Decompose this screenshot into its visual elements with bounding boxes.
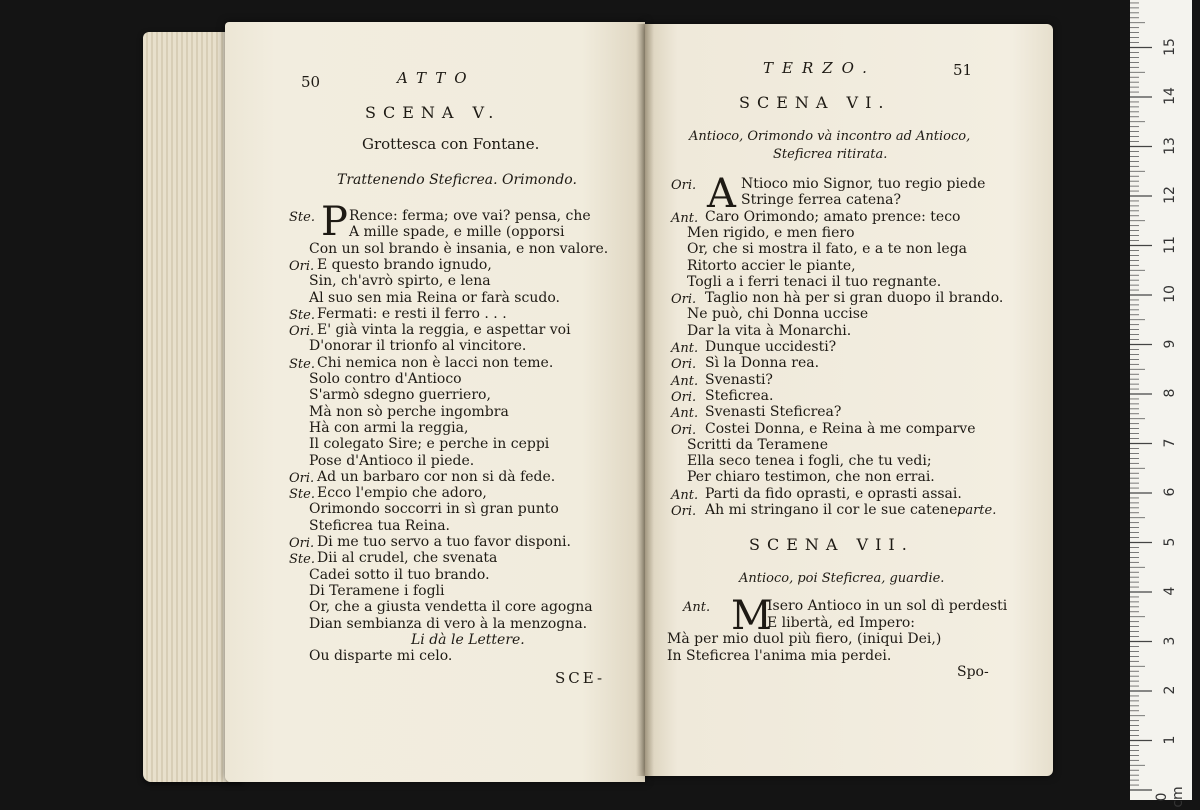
verse-line: Ntioco mio Signor, tuo regio piede xyxy=(741,176,986,192)
measuring-ruler xyxy=(1130,0,1192,808)
ruler-label: 0 cm xyxy=(1154,786,1186,808)
verse-line: D'onorar il trionfo al vincitore. xyxy=(309,338,527,355)
verse-line: Chi nemica non è lacci non teme. xyxy=(317,354,554,371)
speaker-label: Ori. xyxy=(671,178,697,193)
ruler-label: 1 xyxy=(1162,735,1178,744)
right-running-head: TERZO. xyxy=(763,59,876,77)
verse-line: Fermati: e resti il ferro . . . xyxy=(317,305,507,322)
verse-line: Pose d'Antioco il piede. xyxy=(309,452,475,469)
ruler-label: 4 xyxy=(1162,586,1178,596)
verse-line: Or, che a giusta vendetta il core agogna xyxy=(309,599,593,616)
verse-line: Caro Orimondo; amato prence: teco xyxy=(705,208,961,225)
speaker-label: Ori. xyxy=(671,357,697,373)
verse-line: Per chiaro testimon, che non errai. xyxy=(687,469,935,486)
verse-line: Svenasti? xyxy=(705,371,773,388)
left-page xyxy=(225,22,645,782)
speaker-label: Ant. xyxy=(671,210,699,226)
speaker-label: Ori. xyxy=(671,422,697,438)
verse-line: Dii al crudel, che svenata xyxy=(317,550,498,567)
verse-line: E questo brando ignudo, xyxy=(317,256,492,273)
ruler-label: 13 xyxy=(1162,136,1178,155)
speaker-label: Ori. xyxy=(671,389,697,405)
verse-line: Hà con armi la reggia, xyxy=(309,419,469,436)
ruler-label: 11 xyxy=(1162,235,1178,254)
speaker-label: Ant. xyxy=(671,406,699,422)
speaker-label: Ori. xyxy=(671,292,697,308)
verse-line: Orimondo soccorri in sì gran punto xyxy=(309,501,559,518)
verse-line: Sin, ch'avrò spirto, e lena xyxy=(309,273,491,290)
verse-line: Sì la Donna rea. xyxy=(705,355,820,372)
verse-line: In Steficrea l'anima mia perdei. xyxy=(667,647,892,664)
verse-line: Solo contro d'Antioco xyxy=(309,371,462,387)
right-dropcap-2: M xyxy=(731,593,772,639)
verse-line: Mà non sò perche ingombra xyxy=(309,403,509,420)
verse-line: E' già vinta la reggia, e aspettar voi xyxy=(317,322,571,339)
speaker-label: Ant. xyxy=(671,373,699,389)
verse-line: Isero Antioco in un sol dì perdesti xyxy=(767,598,1008,614)
verse-line: Ou disparte mi celo. xyxy=(309,648,453,665)
verse-line: Ne può, chi Donna uccise xyxy=(687,306,869,323)
verse-line: Scritti da Teramene xyxy=(687,436,828,453)
left-catchword: SCE- xyxy=(555,669,606,687)
right-scene-title: SCENA VI. xyxy=(739,93,891,112)
left-subtitle: Grottesca con Fontane. xyxy=(362,135,540,153)
verse-line: Ad un barbaro cor non si dà fede. xyxy=(317,468,556,485)
ruler-label: 7 xyxy=(1162,438,1178,447)
verse-line: Dunque uccidesti? xyxy=(705,339,837,355)
verse-line: Taglio non hà per si gran duopo il brando. xyxy=(705,290,1004,307)
speaker-label: Ori. xyxy=(289,470,315,486)
ruler-label: 6 xyxy=(1162,487,1178,497)
verse-line: Mà per mio duol più fiero, (iniqui Dei,) xyxy=(667,631,942,647)
right-subtitle-3: Antioco, poi Steficrea, guardie. xyxy=(739,571,945,586)
speaker-label: Ori. xyxy=(289,536,315,551)
ruler-label: 10 xyxy=(1162,285,1178,303)
verse-line: Il colegato Sire; e perche in ceppi xyxy=(309,436,550,453)
right-scene-title-2: SCENA VII. xyxy=(749,535,914,554)
verse-line: Steficrea. xyxy=(705,387,774,404)
verse-line: Rence: ferma; ove vai? pensa, che xyxy=(349,208,591,224)
verse-line: Stringe ferrea catena? xyxy=(741,192,902,209)
ruler-label: 3 xyxy=(1162,636,1178,645)
speaker-label: Ste. xyxy=(289,210,315,225)
verse-line: Steficrea tua Reina. xyxy=(309,517,451,534)
right-subtitle-2: Steficrea ritirata. xyxy=(773,147,888,162)
verse-line: Ah mi stringano il cor le sue catene. xyxy=(705,502,962,518)
verse-line: Ella seco tenea i fogli, che tu vedi; xyxy=(687,453,932,470)
verse-line: A mille spade, e mille (opporsi xyxy=(349,224,565,241)
verse-line: Li dà le Lettere. xyxy=(411,631,525,648)
verse-line: Parti da fido oprasti, e oprasti assai. xyxy=(705,485,962,502)
right-folio: 51 xyxy=(953,61,973,79)
verse-line: Cadei sotto il tuo brando. xyxy=(309,566,490,583)
right-dropcap-1: A xyxy=(707,171,736,217)
verse-line: Dian sembianza di vero à la menzogna. xyxy=(309,615,588,632)
verse-line: Di me tuo servo a tuo favor disponi. xyxy=(317,534,571,550)
right-exit-note: parte. xyxy=(957,503,997,518)
book-gutter xyxy=(636,24,654,776)
speaker-label: Ste. xyxy=(289,487,315,503)
verse-line: S'armò sdegno guerriero, xyxy=(309,387,491,404)
speaker-label: Ant. xyxy=(671,487,699,503)
speaker-label: Ori. xyxy=(289,324,315,340)
right-catchword: Spo- xyxy=(957,664,989,680)
speaker-label: Ant. xyxy=(683,600,711,615)
speaker-label: Ste. xyxy=(289,552,315,568)
ruler-label: 2 xyxy=(1162,685,1178,695)
verse-line: Ritorto accier le piante, xyxy=(687,257,856,274)
left-stage-direction: Trattenendo Steficrea. Orimondo. xyxy=(337,172,577,188)
ruler-label: 14 xyxy=(1162,87,1178,105)
verse-line: Con un sol brando è insania, e non valore. xyxy=(309,240,609,257)
speaker-label: Ste. xyxy=(289,307,315,323)
speaker-label: Ori. xyxy=(289,258,315,274)
verse-line: Svenasti Steficrea? xyxy=(705,404,842,421)
verse-line: E libertà, ed Impero: xyxy=(767,614,916,631)
right-page xyxy=(645,24,1053,776)
left-dropcap: P xyxy=(321,199,348,245)
verse-line: Costei Donna, e Reina à me comparve xyxy=(705,420,976,437)
left-scene-title: SCENA V. xyxy=(365,103,501,122)
verse-line: Dar la vita à Monarchi. xyxy=(687,322,852,339)
ruler-label: 8 xyxy=(1162,388,1178,398)
left-running-head: ATTO xyxy=(397,69,476,87)
verse-line: Togli a i ferri tenaci il tuo regnante. xyxy=(687,273,942,290)
ruler-ticks xyxy=(1130,0,1192,800)
verse-line: Al suo sen mia Reina or farà scudo. xyxy=(309,289,560,306)
speaker-label: Ste. xyxy=(289,356,315,372)
speaker-label: Ori. xyxy=(671,504,697,519)
ruler-label: 5 xyxy=(1162,537,1178,546)
ruler-label: 9 xyxy=(1162,339,1178,348)
verse-line: Di Teramene i fogli xyxy=(309,582,445,599)
right-subtitle-1: Antioco, Orimondo và incontro ad Antioco, xyxy=(689,129,971,144)
speaker-label: Ant. xyxy=(671,341,699,356)
verse-line: Men rigido, e men fiero xyxy=(687,224,855,241)
verse-line: Or, che si mostra il fato, e a te non lega xyxy=(687,241,968,258)
ruler-label: 15 xyxy=(1162,37,1178,56)
left-folio: 50 xyxy=(301,73,321,91)
ruler-label: 12 xyxy=(1162,186,1178,204)
verse-line: Ecco l'empio che adoro, xyxy=(317,485,487,502)
